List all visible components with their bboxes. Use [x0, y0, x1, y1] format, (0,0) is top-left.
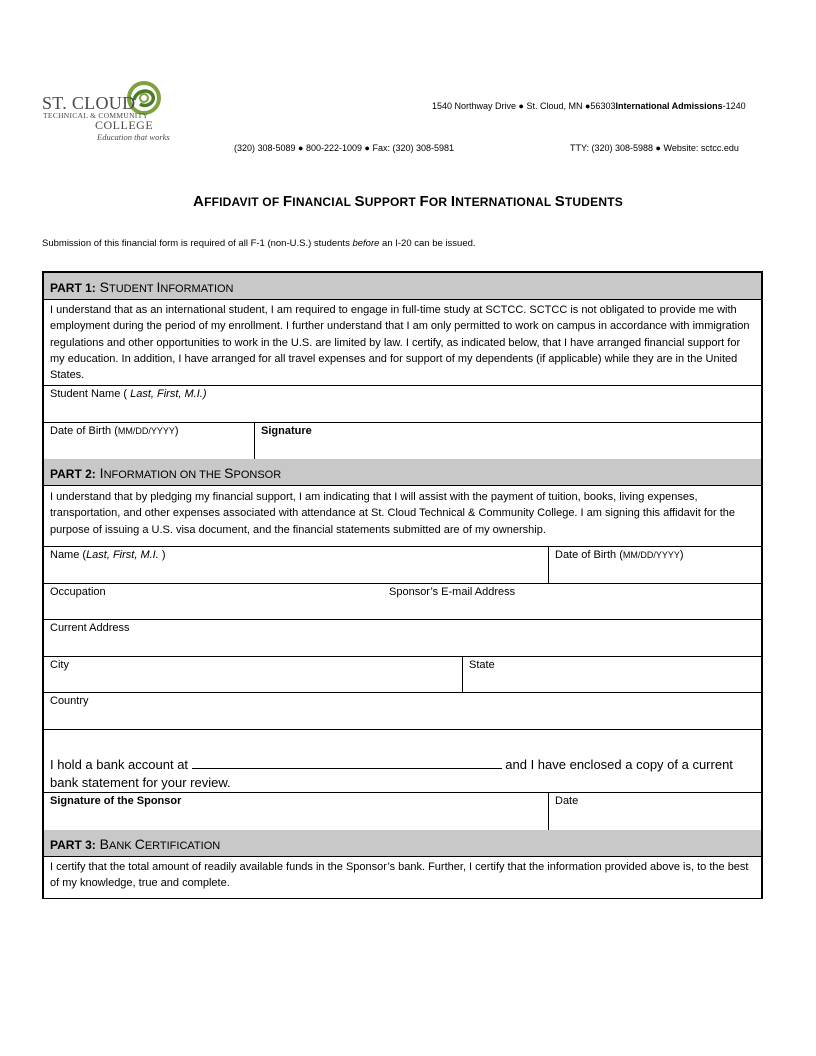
sponsor-email-field[interactable]: Sponsor’s E-mail Address	[389, 586, 516, 598]
contact-phones: (320) 308-5089 ● 800-222-1009 ● Fax: (320) 308-5981	[234, 143, 455, 153]
logo-line-2: TECHNICAL & COMMUNITY	[43, 111, 149, 120]
sponsor-country-field[interactable]	[44, 693, 761, 730]
sponsor-signature-date-row	[44, 793, 761, 830]
bank-account-row	[44, 730, 761, 793]
address-text: 1540 Northway Drive ● St. Cloud, MN ●56303	[432, 101, 616, 111]
sponsor-name-dob-row	[44, 547, 761, 584]
part1-statement: I understand that as an international student, I am required to engage in full-time study at SCTCC. SCTCC is not obligated to provide me with employment during the period of my enrollment. I further understand that I am only permitted to work on campus in accordance with immigration regulations and other opportunities to work in the U.S. are limited by law. I certify, as indicated below, that I have arranged financial support for my education. In addition, I have arranged for all travel expenses and for support of my dependents (if applicable) while they are in the United States.	[44, 300, 761, 386]
logo-line-3: COLLEGE	[95, 118, 154, 132]
sponsor-state-field[interactable]: State	[462, 657, 761, 692]
part2-statement: I understand that by pledging my financial support, I am indicating that I will assist with the payment of tuition, books, living expenses, transportation, and other expenses associated with attendance at St. Cloud Technical & Community College. I am signing this affidavit for the purpose of issuing a U.S. visa document, and the financial statements submitted are of my ownership.	[44, 486, 761, 547]
admissions-label: International Admissions	[615, 101, 723, 111]
logo-tagline: Education that works	[97, 132, 170, 142]
sponsor-occupation-email-row	[44, 584, 761, 620]
student-dob-field[interactable]: Date of Birth (MM/DD/YYYY)	[50, 425, 179, 437]
student-signature-field[interactable]: Signature	[254, 423, 761, 459]
intro-text: Submission of this financial form is required of all F-1 (non-U.S.) students before an I-20 can be issued.	[42, 238, 476, 249]
admissions-ext: -1240	[722, 101, 746, 111]
contact-tty-website: TTY: (320) 308-5988 ● Website: sctcc.edu	[570, 143, 739, 153]
college-logo	[42, 80, 222, 144]
contact-address-line	[432, 101, 746, 111]
part2-header: PART 2: INFORMATION ON THE SPONSOR	[44, 459, 761, 486]
sponsor-date-field[interactable]: Date	[548, 793, 761, 830]
sponsor-address-field[interactable]	[44, 620, 761, 657]
bank-name-blank[interactable]	[192, 756, 502, 769]
part1-header: PART 1: STUDENT INFORMATION	[44, 273, 761, 300]
sponsor-city-field[interactable]: City	[50, 659, 69, 671]
part3-header: PART 3: BANK CERTIFICATION	[44, 830, 761, 857]
page-title: AFFIDAVIT OF FINANCIAL SUPPORT FOR INTERNATIONAL STUDENTS	[193, 193, 623, 210]
sponsor-occupation-field[interactable]: Occupation	[50, 586, 106, 598]
sponsor-signature-field[interactable]: Signature of the Sponsor	[50, 795, 182, 807]
sponsor-name-field[interactable]: Name (Last, First, M.I. )	[50, 549, 166, 561]
part3-statement: I certify that the total amount of readily available funds in the Sponsor’s bank. Further, I certify that the information provided above is, to the best of my knowledge, true and complete.	[50, 861, 749, 890]
sponsor-country-label: Country	[50, 695, 89, 707]
student-name-label: Student Name ( Last, First, M.I.)	[50, 388, 207, 400]
student-name-field[interactable]	[44, 386, 761, 423]
student-dob-signature-row	[44, 423, 761, 459]
bank-account-statement: I hold a bank account at and I have enclosed a copy of a current bank statement for your review.	[50, 757, 733, 790]
sponsor-dob-field[interactable]: Date of Birth (MM/DD/YYYY)	[548, 547, 761, 583]
logo-line-1: ST. CLOUD	[42, 93, 136, 113]
affidavit-form	[42, 271, 763, 899]
sponsor-city-state-row	[44, 657, 761, 693]
sponsor-address-label: Current Address	[50, 622, 130, 634]
